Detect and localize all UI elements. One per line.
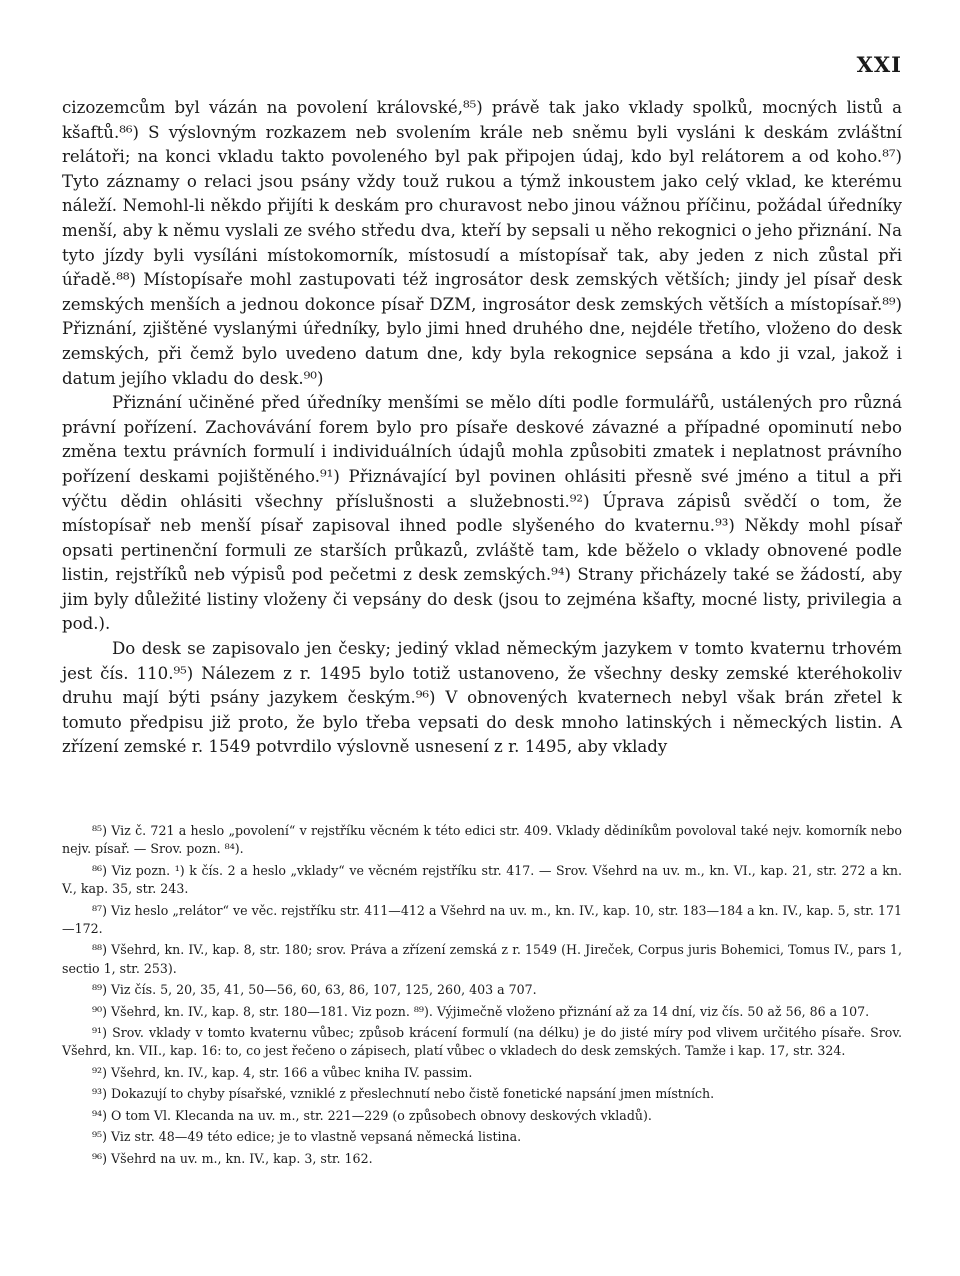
main-text xyxy=(62,96,902,760)
footnote-95: ⁹⁵) Viz str. 48—49 této edice; je to vlastně vepsaná německá listina. xyxy=(92,1129,522,1145)
footnote-85: ⁸⁵) Viz č. 721 a heslo „povolení“ v rejstříku věcném k této edici str. 409. Vklady dědiníkům povoloval také nejv. komorník nebo nejv. písař. — Srov. pozn. ⁸⁴). xyxy=(62,823,902,857)
footnote-91: ⁹¹) Srov. vklady v tomto kvaternu vůbec; způsob krácení formulí (na délku) je do jisté míry pod vlivem určitého písaře. Srov. Všehrd, kn. VII., kap. 16: to, co jest řečeno o zápisech, platí vůbec o vkladech do desk zemských. Tamže i kap. 17, str. 324. xyxy=(62,1025,902,1059)
paragraph-3: Do desk se zapisovalo jen česky; jediný vklad německým jazykem v tomto kvaternu trhovém jest čís. 110.⁹⁵) Nálezem z r. 1495 bylo totiž ustanoveno, že všechny desky zemské kteréhokoliv druhu mají býti psány jazykem českým.⁹⁶) V obnovených kvaternech nebyl však brán zřetel k tomuto předpisu již proto, že bylo třeba vepsati do desk mnoho latinských i německých listin. A zřízení zemské r. 1549 potvrdilo výslovně usnesení z r. 1495, aby vklady xyxy=(62,639,902,757)
footnote-90: ⁹⁰) Všehrd, kn. IV., kap. 8, str. 180—181. Viz pozn. ⁸⁹). Výjimečně vloženo přiznání až za 14 dní, viz čís. 50 až 56, 86 a 107. xyxy=(92,1003,870,1019)
paragraph-1: cizozemcům byl vázán na povolení královské,⁸⁵) právě tak jako vklady spolků, mocných listů a kšaftů.⁸⁶) S výslovným rozkazem neb svolením krále neb sněmu byli vysláni k deskám zvláštní relátoři; na konci vkladu takto povoleného byl pak připojen údaj, kdo byl relátorem a od koho.⁸⁷) Tyto záznamy o relaci jsou psány vždy touž rukou a týmž inkoustem jako celý vklad, ke kterému náleží. Nemohl-li někdo přijíti k deskám pro churavost nebo jinou vážnou příčinu, požádal úředníky menší, aby k němu vyslali ze svého středu dva, kteří by sepsali u něho rekognici o jeho přiznání. Na tyto jízdy byli vysíláni místokomorník, místosudí a místopísař tak, aby jeden z nich zůstal při úřadě.⁸⁸) Místopísaře mohl zastupovati též ingrosátor desk zemských větších; jindy jel písař desk zemských menších a jednou dokonce písař DZM, ingrosátor desk zemských větších a místopísař.⁸⁹) Přiznání, zjištěné vyslanými úředníky, bylo jimi hned druhého dne, nejdéle třetího, vloženo do desk zemských, při čemž bylo uvedeno datum dne, kdy byla rekognice sepsána a kdo ji vzal, jakož i datum jejího vkladu do desk.⁹⁰) xyxy=(62,98,902,388)
page-number: XXI xyxy=(856,52,902,77)
footnote-89: ⁸⁹) Viz čís. 5, 20, 35, 41, 50—56, 60, 63, 86, 107, 125, 260, 403 a 707. xyxy=(92,982,537,998)
footnote-88: ⁸⁸) Všehrd, kn. IV., kap. 8, str. 180; srov. Práva a zřízení zemská z r. 1549 (H. Jireček, Corpus juris Bohemici, Tomus IV., pars 1, sectio 1, str. 253). xyxy=(62,942,902,976)
footnote-92: ⁹²) Všehrd, kn. IV., kap. 4, str. 166 a vůbec kniha IV. passim. xyxy=(92,1064,473,1080)
footnotes xyxy=(62,822,902,1171)
footnote-93: ⁹³) Dokazují to chyby písařské, vzniklé z přeslechnutí nebo čistě fonetické napsání jmen místních. xyxy=(92,1086,715,1102)
paragraph-2: Přiznání učiněné před úředníky menšími se mělo díti podle formulářů, ustálených pro různá právní pořízení. Zachovávání forem bylo pro písaře deskové závazné a případné opominutí nebo změna textu právních formulí i individuálních údajů mohla způsobiti zmatek i neplatnost právního pořízení deskami pojištěného.⁹¹) Přiznávající byl povinen ohlásiti přesně své jméno a titul a při výčtu dědin ohlásiti všechny příslušnosti a služebnosti.⁹²) Úprava zápisů svědčí o tom, že místopísař neb menší písař zapisoval ihned podle slyšeného do kvaternu.⁹³) Někdy mohl písař opsati pertinenční formuli ze starších průkazů, zvláště tam, kde běželo o vklady obnovené podle listin, rejstříků neb výpisů pod pečetmi z desk zemských.⁹⁴) Strany přicházely také se žádostí, aby jim byly důležité listiny vloženy či vepsány do desk (jsou to zejména kšafty, mocné listy, privilegia a pod.). xyxy=(62,393,902,634)
footnote-87: ⁸⁷) Viz heslo „relátor“ ve věc. rejstříku str. 411—412 a Všehrd na uv. m., kn. IV., kap. 10, str. 183—184 a kn. IV., kap. 5, str. 171—172. xyxy=(62,902,902,937)
footnote-96: ⁹⁶) Všehrd na uv. m., kn. IV., kap. 3, str. 162. xyxy=(92,1150,373,1166)
footnote-94: ⁹⁴) O tom Vl. Klecanda na uv. m., str. 221—229 (o způsobech obnovy deskových vkladů). xyxy=(92,1107,652,1123)
footnote-86: ⁸⁶) Viz pozn. ¹) k čís. 2 a heslo „vklady“ ve věcném rejstříku str. 417. — Srov. Všehrd na uv. m., kn. VI., kap. 21, str. 272 a kn. V., kap. 35, str. 243. xyxy=(62,862,902,897)
